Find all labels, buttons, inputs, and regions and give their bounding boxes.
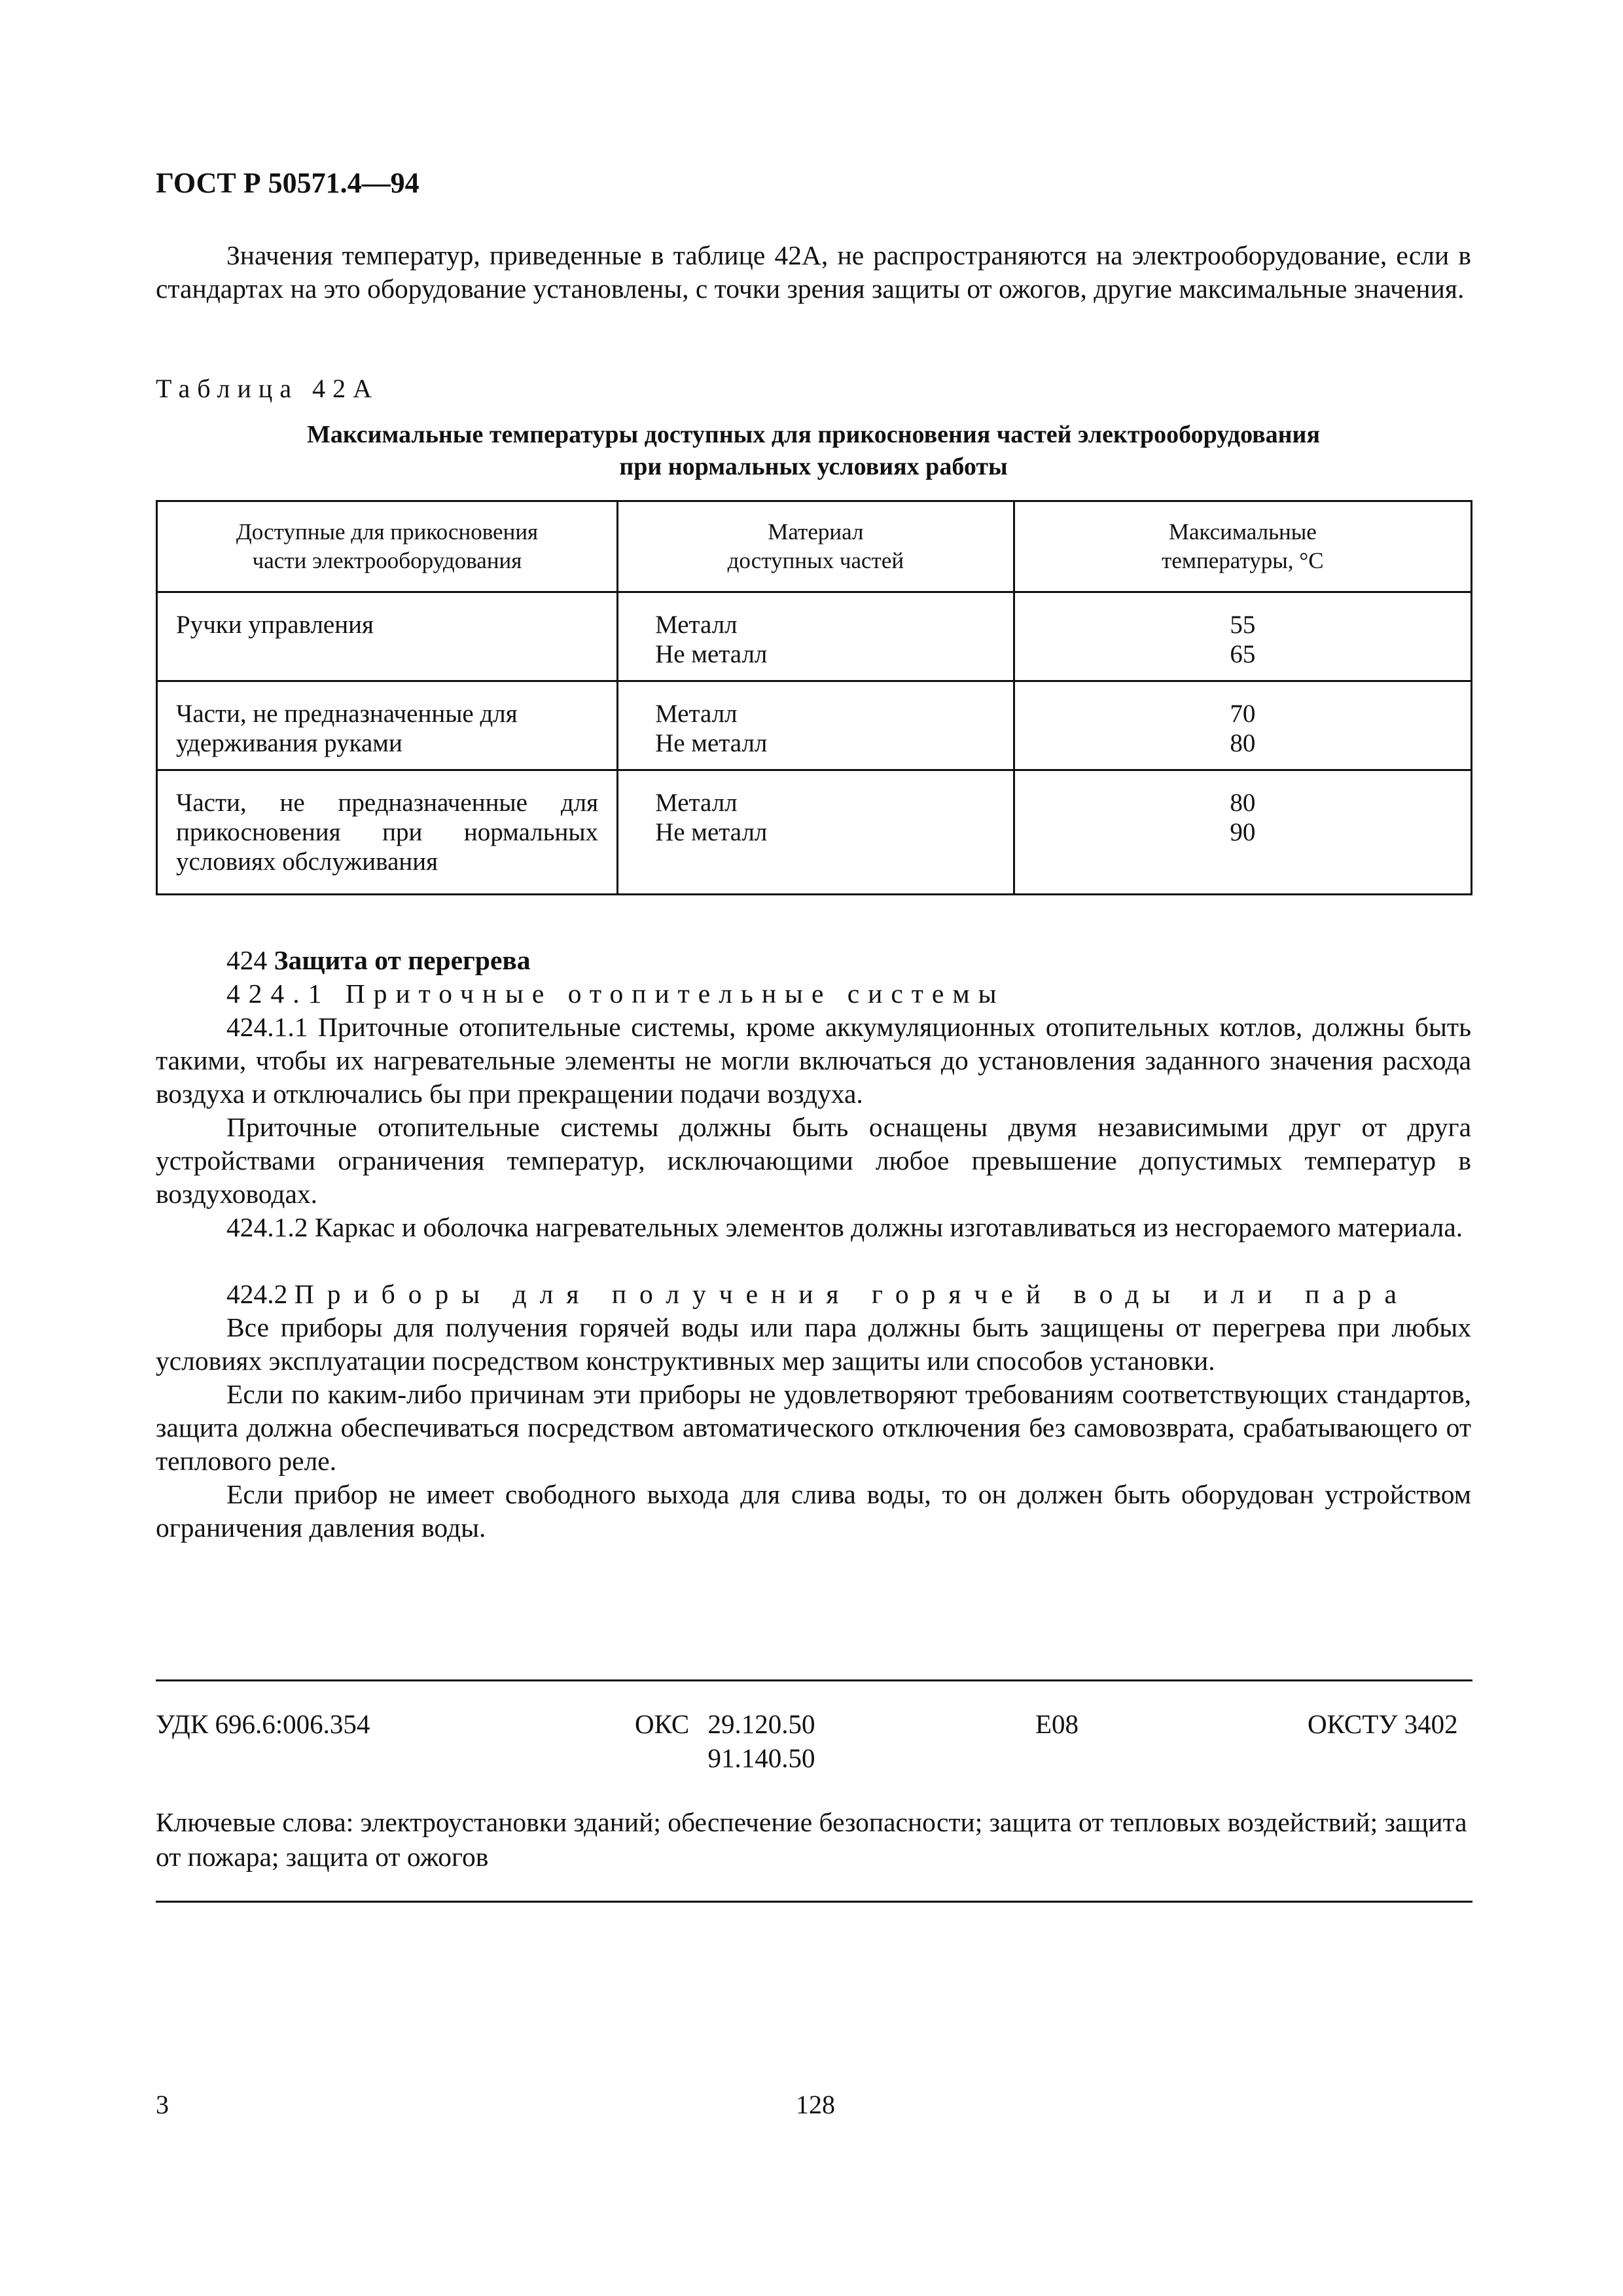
section-424-1-1: 424.1.1 Приточные отопительные системы, кроме аккумуляционных отопительных котлов, должны быть такими, чтобы их нагревательные элементы не могли включаться до установления заданного значения расхода воздуха и отключались бы при прекращении подачи воздуха. [156, 1012, 1471, 1109]
table-title [156, 419, 1471, 483]
table-cell-material [618, 770, 1014, 895]
material-metal: Металл [655, 611, 738, 639]
temperature-nonmetal: 90 [1230, 818, 1256, 846]
table-title-line1: Максимальные температуры доступных для прикосновения частей электрооборудования [306, 421, 1321, 448]
table-cell-part: Ручки управления [157, 592, 618, 681]
document-header: ГОСТ Р 50571.4—94 [156, 167, 419, 199]
footer-oks-codes [708, 1707, 815, 1775]
temperature-table [156, 500, 1472, 895]
footer-udk: УДК 696.6:006.354 [156, 1709, 370, 1739]
header-part [157, 501, 618, 592]
material-nonmetal: Не металл [655, 640, 768, 668]
section-424-number: 424 [226, 945, 268, 975]
table-cell-material [618, 592, 1014, 681]
header-part-line1: Доступные для прикосновения [236, 519, 539, 545]
material-nonmetal: Не металл [655, 818, 768, 846]
table-cell-part: Части, не предназначенные для прикосновения при нормальных условиях обслуживания [157, 770, 618, 895]
table-row [157, 592, 1472, 681]
temperature-metal: 70 [1230, 700, 1256, 728]
table-cell-temperature [1014, 770, 1471, 895]
page-number-center: 128 [796, 2090, 835, 2119]
section-424-1-heading: 424.1 Приточные отопительные системы [226, 978, 1005, 1009]
temperature-nonmetal: 80 [1230, 729, 1256, 757]
section-424-heading [156, 944, 1471, 977]
table-row [157, 770, 1472, 895]
intro-paragraph: Значения температур, приведенные в таблице 42А, не распространяются на электрооборудование, если в стандартах на это оборудование установлены, с точки зрения защиты от ожогов, другие максимальные значения. [156, 240, 1471, 304]
paragraph-supply-systems: Приточные отопительные системы должны быть оснащены двумя независимыми друг от друга устройствами ограничения температур, исключающими любое превышение допустимых температур в воздуховодах. [156, 1112, 1471, 1209]
header-material-line1: Материал [768, 519, 864, 545]
material-metal: Металл [655, 789, 738, 817]
table-label: Таблица 42А [156, 374, 379, 403]
page-number-left: 3 [156, 2090, 169, 2119]
footer-oks-code-1: 29.120.50 [707, 1709, 815, 1739]
footer-oks-label: ОКС [635, 1709, 690, 1739]
footer-oks-code-2: 91.140.50 [707, 1743, 815, 1773]
table-cell-temperature [1014, 681, 1471, 770]
header-temperature [1014, 501, 1471, 592]
section-424-2-heading [156, 1278, 1471, 1311]
material-nonmetal: Не металл [655, 729, 768, 757]
paragraph-protection: Если по каким-либо причинам эти приборы не удовлетворяют требованиям соответствующих стандартов, защита должна обеспечиваться посредством автоматического отключения без самовозврата, срабатывающего от теплового реле. [156, 1379, 1471, 1476]
footer-oksty: ОКСТУ 3402 [1308, 1709, 1458, 1739]
header-temperature-line1: Максимальные [1168, 519, 1317, 545]
header-temperature-line2: температуры, °С [1162, 548, 1324, 573]
section-424-title: Защита от перегрева [274, 945, 531, 975]
header-part-line2: части электрооборудования [252, 548, 522, 573]
section-424-2-title: Приборы для получения горячей воды или пара [294, 1279, 1410, 1309]
footer-oks [635, 1707, 815, 1775]
table-header-row [157, 501, 1472, 592]
table-row [157, 681, 1472, 770]
table-cell-material [618, 681, 1014, 770]
header-material [618, 501, 1014, 592]
table-cell-temperature [1014, 592, 1471, 681]
table-title-line2: при нормальных условиях работы [619, 453, 1008, 480]
temperature-metal: 80 [1230, 789, 1256, 817]
paragraph-water-outlet: Если прибор не имеет свободного выхода для слива воды, то он должен быть оборудован устройством ограничения давления воды. [156, 1479, 1471, 1543]
material-metal: Металл [655, 700, 738, 728]
temperature-metal: 55 [1230, 611, 1256, 639]
temperature-nonmetal: 65 [1230, 640, 1256, 668]
footer-keywords: Ключевые слова: электроустановки зданий; обеспечение безопасности; защита от тепловых воздействий; защита от пожара; защита от ожогов [156, 1807, 1467, 1872]
footer-bottom-rule [156, 1901, 1472, 1903]
footer-top-rule [156, 1679, 1472, 1681]
section-424-2-number: 424.2 [226, 1279, 288, 1309]
table-cell-part: Части, не предназначенные для удерживания руками [157, 681, 618, 770]
footer-e-code: Е08 [1035, 1709, 1079, 1739]
header-material-line2: доступных частей [727, 548, 904, 573]
paragraph-hot-water-devices: Все приборы для получения горячей воды или пара должны быть защищены от перегрева при любых условиях эксплуатации посредством конструктивных мер защиты или способов установки. [156, 1312, 1471, 1376]
section-424-1-2: 424.1.2 Каркас и оболочка нагревательных элементов должны изготавливаться из несгораемого материала. [226, 1212, 1463, 1242]
